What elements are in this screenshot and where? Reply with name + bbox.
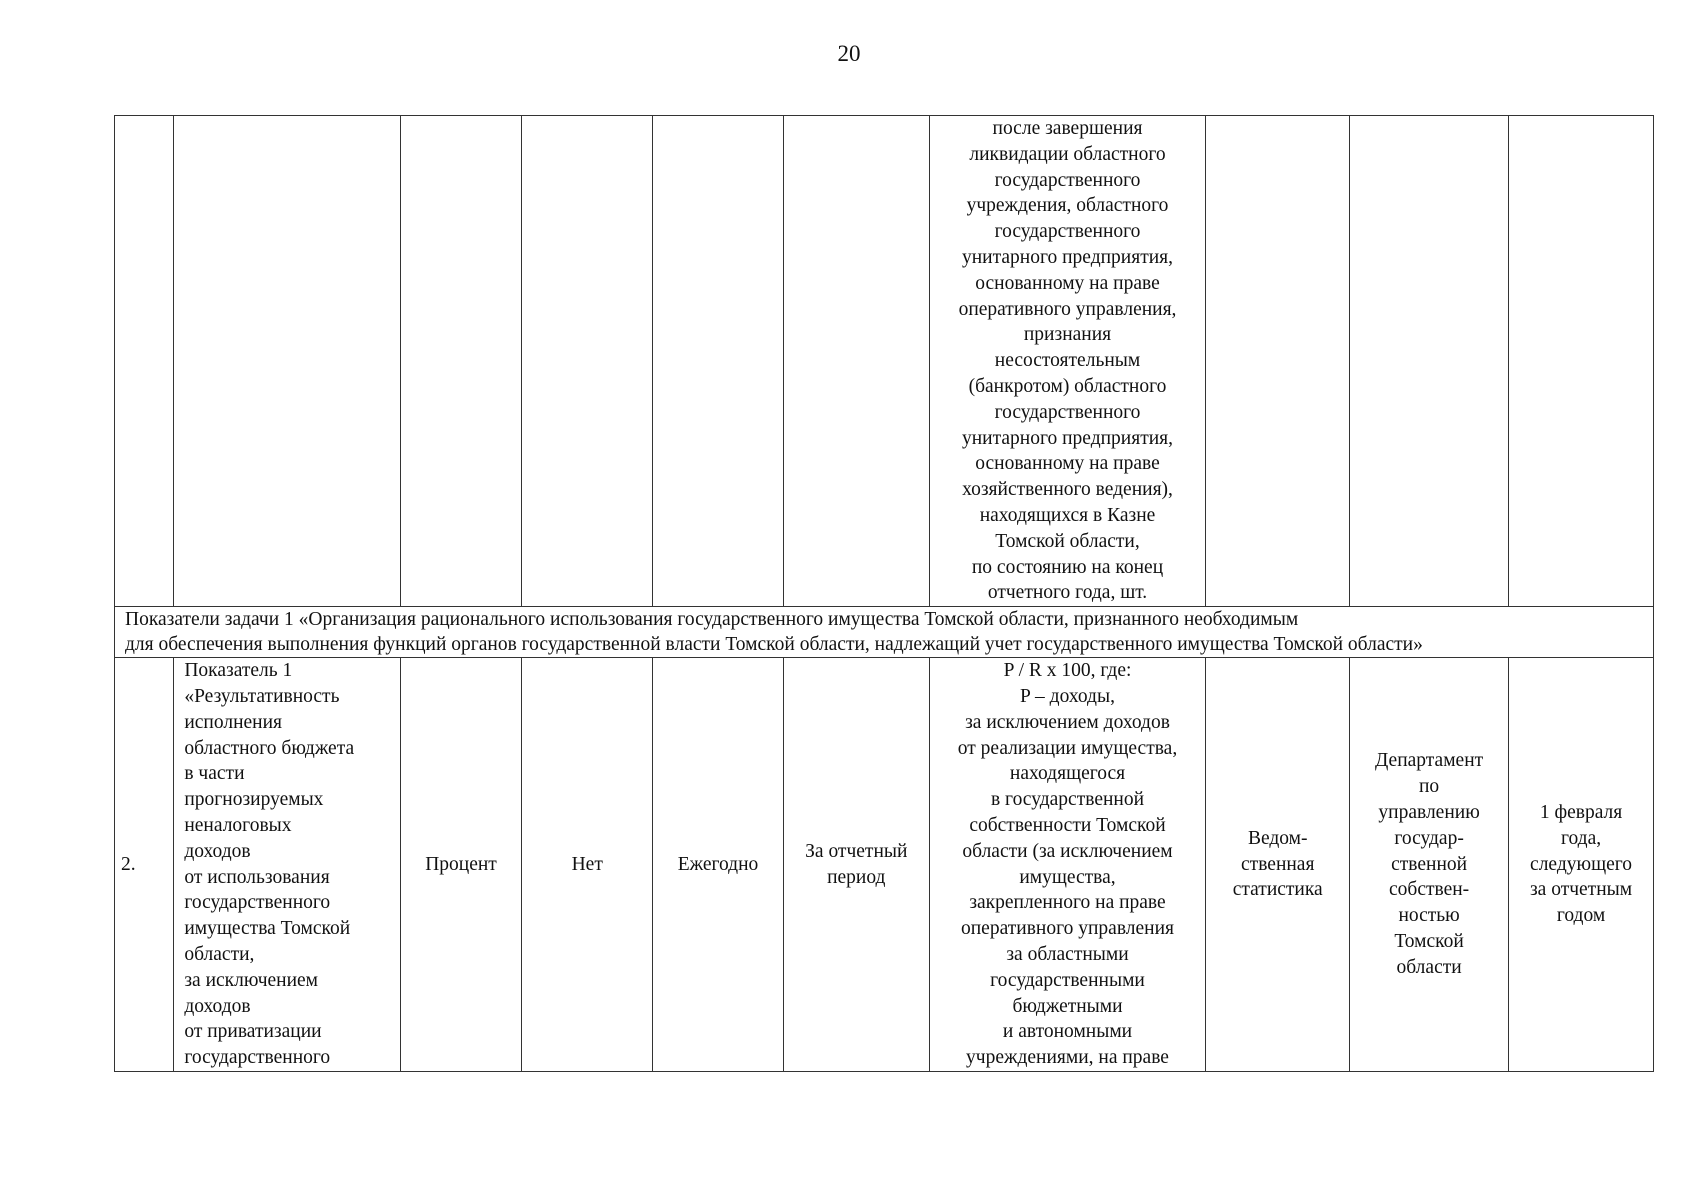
cell-frequency — [653, 116, 784, 607]
indicator-source: Ведом- ственная статистика — [1206, 658, 1350, 1072]
indicator-deadline: 1 февраля года, следующего за отчетным годом — [1509, 658, 1654, 1072]
page-number: 20 — [837, 41, 861, 66]
cell-name — [174, 116, 400, 607]
indicator-number: 2. — [115, 658, 174, 1072]
indicator-frequency: Ежегодно — [653, 658, 784, 1072]
indicator-disaggregation: Нет — [522, 658, 653, 1072]
cell-source — [1206, 116, 1350, 607]
indicator-name: Показатель 1 «Результативность исполнения областного бюджета в части прогнозируемых неналоговых доходов от использования государственного имущества Томской области, за исключением доходов от приватизации государственного — [174, 658, 400, 1072]
cell-deadline — [1509, 116, 1654, 607]
indicator-responsible: Департамент по управлению государ- ственной собствен- ностью Томской области — [1350, 658, 1509, 1072]
indicators-table — [114, 115, 1654, 1072]
cell-number — [115, 116, 174, 607]
task-header-row — [115, 607, 1654, 658]
task-header-text: Показатели задачи 1 «Организация рационального использования государственного имущества Томской области, признанного необходимым для обеспечения выполнения функций органов государственной власти Томской области, надлежащий учет государственного имущества Томской области» — [115, 607, 1654, 658]
cell-time-type — [783, 116, 929, 607]
cell-formula-continuation: после завершения ликвидации областного государственного учреждения, областного государственного унитарного предприятия, основанному на праве оперативного управления, признания несостоятельным (банкротом) областного государственного унитарного предприятия, основанному на праве хозяйственного ведения), находящихся в Казне Томской области, по состоянию на конец отчетного года, шт. — [929, 116, 1206, 607]
cell-unit — [400, 116, 522, 607]
cell-responsible — [1350, 116, 1509, 607]
indicator-formula: P / R x 100, где: P – доходы, за исключением доходов от реализации имущества, находящегося в государственной собственности Томской области (за исключением имущества, закрепленного на праве оперативного управления за областными государственными бюджетными и автономными учреждениями, на праве — [929, 658, 1206, 1072]
cell-disaggregation — [522, 116, 653, 607]
indicator-time-type: За отчетный период — [783, 658, 929, 1072]
table-row-indicator-2 — [115, 658, 1654, 1072]
table-row-continuation — [115, 116, 1654, 607]
indicator-unit: Процент — [400, 658, 522, 1072]
